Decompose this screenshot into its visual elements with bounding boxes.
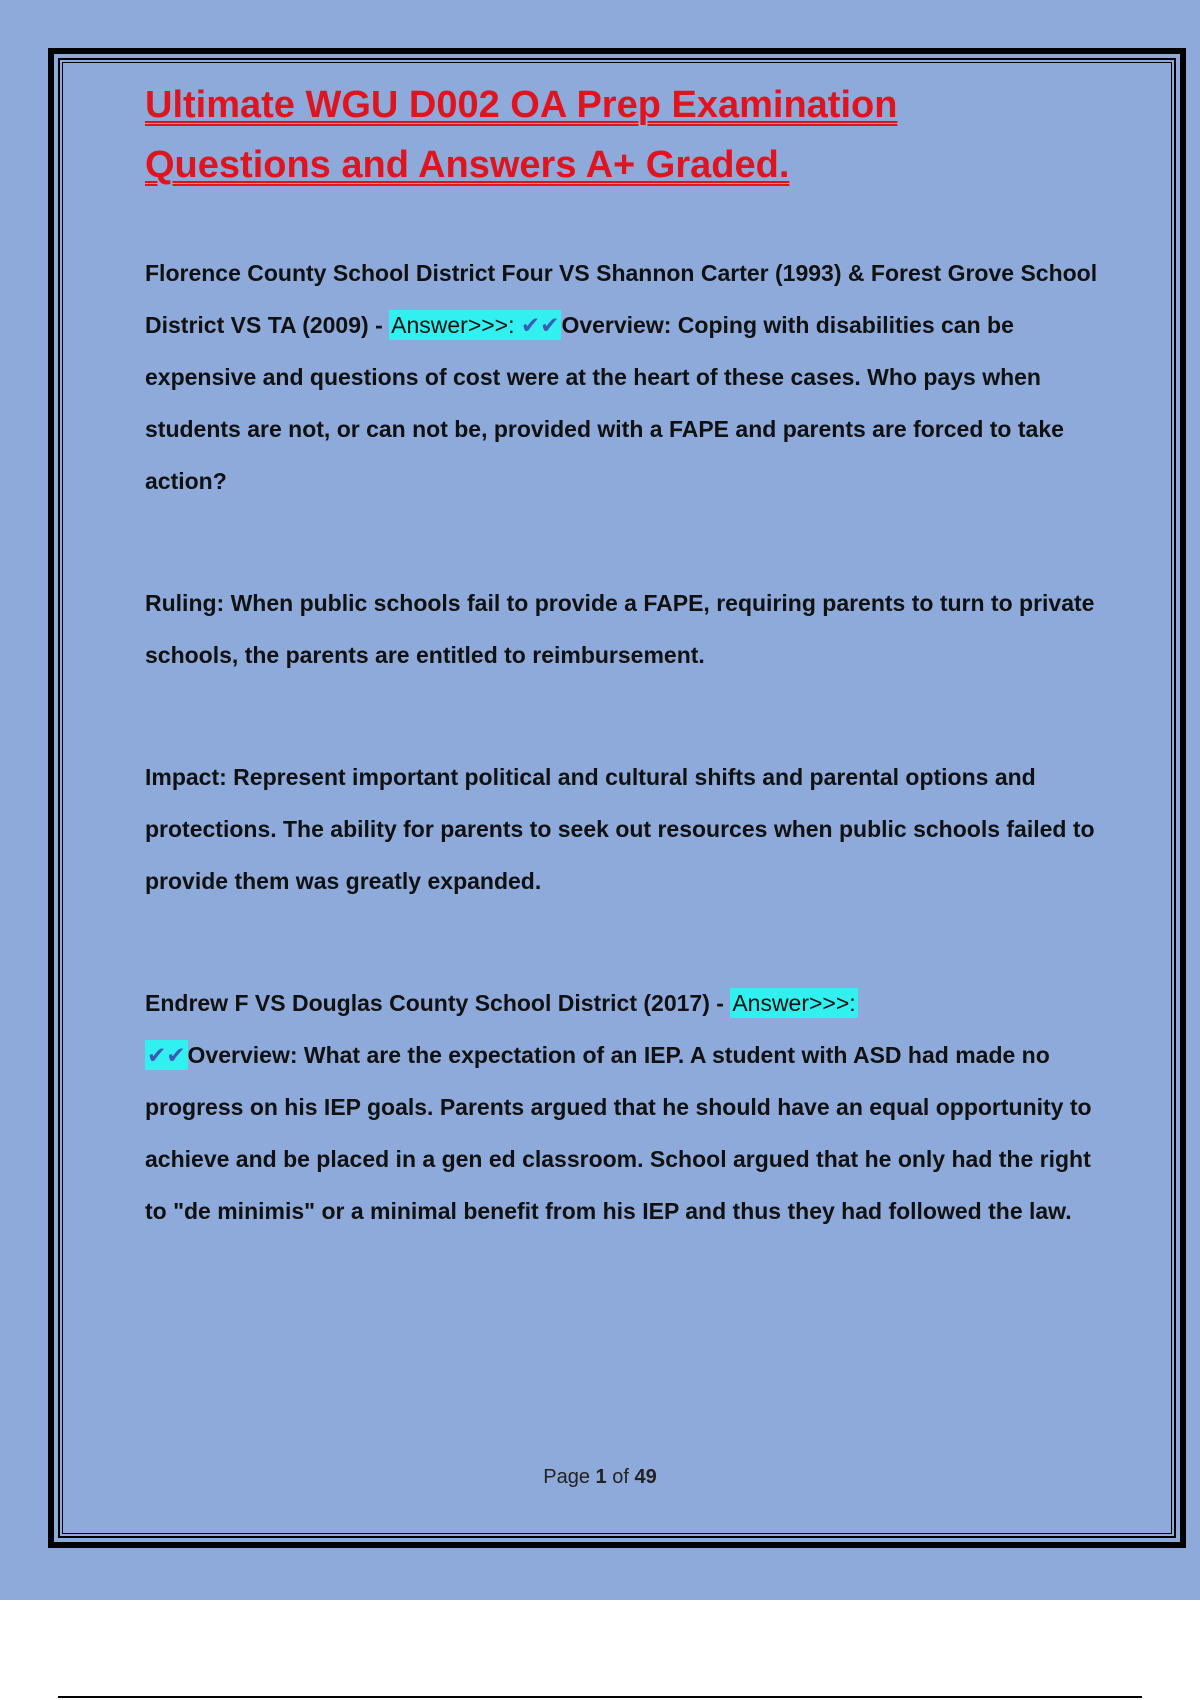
- question-1-overview: Overview: Coping with disabilities can be expensive and questions of cost were at the heart of these cases. Who pays when students are not, or can not be, provided with a FAPE and parents are forced to take action?: [145, 312, 1064, 494]
- checkmark-icon: ✔✔: [147, 1042, 186, 1068]
- question-2-text: Endrew F VS Douglas County School District (2017) -: [145, 990, 731, 1016]
- document-content: [145, 75, 1105, 1237]
- page-footer: [0, 1466, 1200, 1489]
- title-line-1: Ultimate WGU D002 OA Prep Examination: [145, 84, 898, 126]
- answer-label-highlight: [389, 310, 561, 340]
- of-word: of: [606, 1466, 635, 1488]
- document-title: [145, 75, 1105, 195]
- question-1-text: Florence County School District Four VS Shannon Carter (1993) & Forest Grove School District VS TA (2009) -: [145, 260, 1098, 338]
- checkmark-highlight: [145, 1040, 188, 1070]
- answer-label: Answer>>>:: [391, 312, 521, 338]
- page-total: 49: [634, 1466, 657, 1488]
- question-1-impact: Impact: Represent important political and cultural shifts and parental options and protections. The ability for parents to seek out resources when public schools failed to provide them was greatly expanded.: [145, 764, 1095, 894]
- answer-label: Answer>>>:: [732, 990, 856, 1016]
- page-word: Page: [543, 1466, 596, 1488]
- bottom-divider: [58, 1696, 1142, 1698]
- question-2: [145, 977, 1105, 1237]
- checkmark-icon: ✔✔: [520, 312, 560, 338]
- question-1: [145, 247, 1105, 507]
- question-1-ruling: Ruling: When public schools fail to provide a FAPE, requiring parents to turn to private schools, the parents are entitled to reimbursement.: [145, 590, 1095, 668]
- page-current: 1: [595, 1466, 607, 1488]
- question-2-overview: Overview: What are the expectation of an IEP. A student with ASD had made no progress on his IEP goals. Parents argued that he should have an equal opportunity to achieve and be placed in a gen ed classroom. School argued that he only had the right to "de minimis" or a minimal benefit from his IEP and thus they had followed the law.: [145, 1042, 1092, 1224]
- answer-label-highlight: [730, 988, 857, 1018]
- title-line-2: Questions and Answers A+ Graded.: [145, 144, 790, 186]
